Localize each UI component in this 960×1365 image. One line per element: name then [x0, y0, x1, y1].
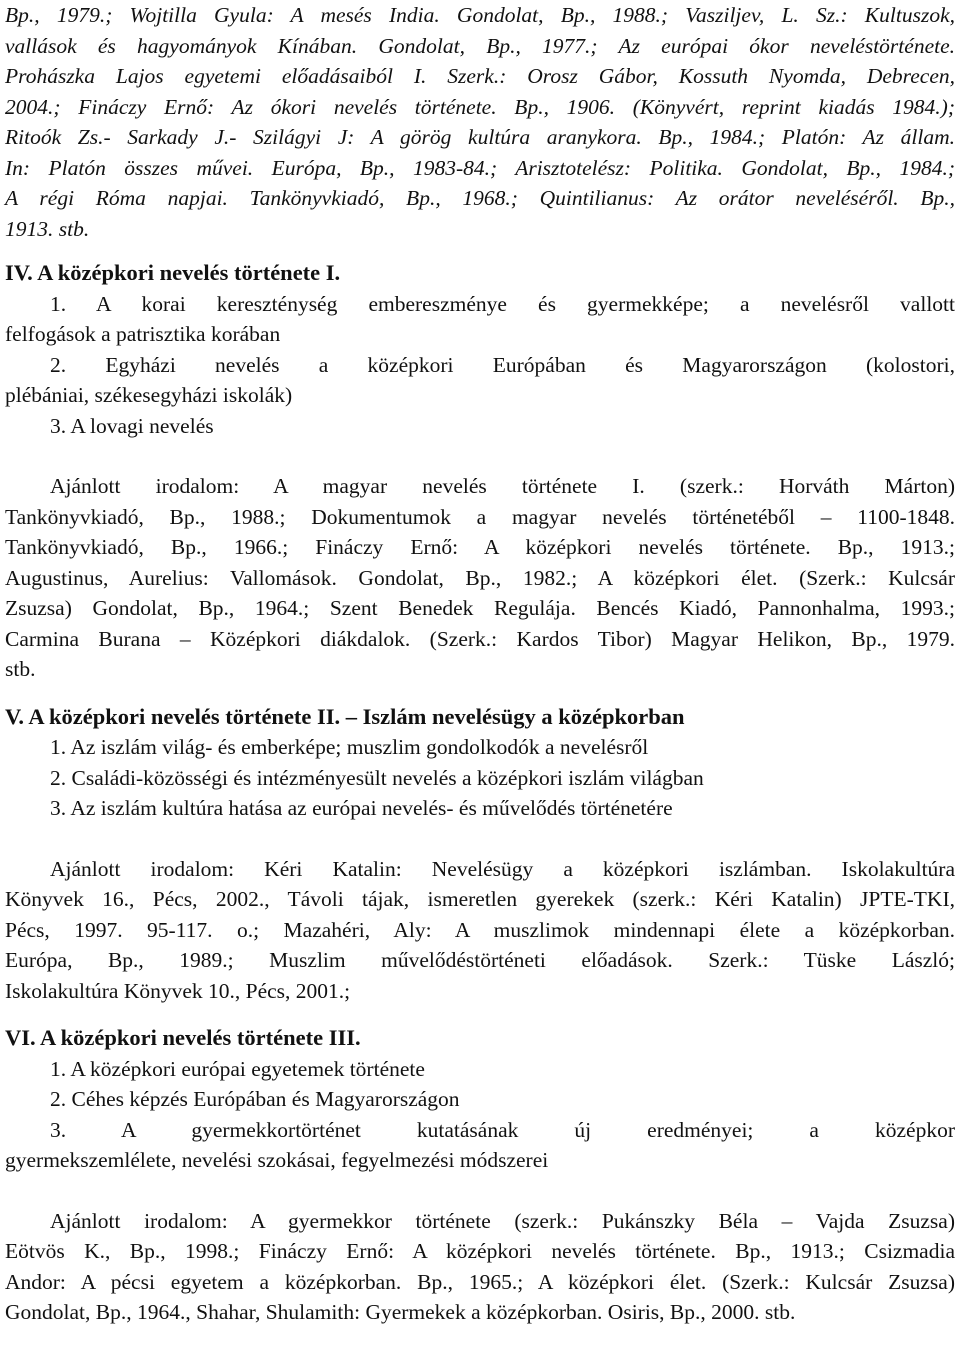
- list-item: 1. A korai kereszténység embereszménye és gyermekképe; a nevelésről vallott: [50, 291, 955, 316]
- lit-line: Tankönyvkiadó, Bp., 1966.; Fináczy Ernő: A középkori nevelés története. Bp., 1913.;: [5, 535, 955, 559]
- lit-line: Pécs, 1997. 95-117. o.; Mazahéri, Aly: A muszlimok mindennapi élete a középkorban.: [5, 917, 955, 942]
- lit-line: Ajánlott irodalom: A magyar nevelés története I. (szerk.: Horváth Márton): [50, 474, 955, 498]
- section-vi: [5, 1023, 955, 1328]
- lit-line: Könyvek 16., Pécs, 2002., Távoli tájak, ismeretlen gyerekek (szerk.: Kéri Katalin) JPTE-TKI,: [5, 887, 955, 911]
- list-item: 1. Az iszlám világ- és emberképe; muszlim gondolkodók a nevelésről: [50, 735, 649, 759]
- list-item: 1. A középkori európai egyetemek története: [50, 1056, 425, 1081]
- lit-line: Andor: A pécsi egyetem a középkorban. Bp., 1965.; A középkori élet. (Szerk.: Kulcsár Zsuzsa): [5, 1269, 955, 1294]
- section-heading: IV. A középkori nevelés története I.: [5, 260, 341, 285]
- section-v: [5, 702, 955, 1007]
- lit-line: In: Platón összes művei. Európa, Bp., 1983-84.; Arisztotelész: Politika. Gondolat, Bp., 1984.;: [5, 155, 955, 180]
- lit-line: Iskolakultúra Könyvek 10., Pécs, 2001.;: [5, 978, 351, 1003]
- lit-line: Bp., 1979.; Wojtilla Gyula: A mesés India. Gondolat, Bp., 1988.; Vasziljev, L. Sz.: Kultuszok,: [5, 3, 955, 27]
- lit-line: Eötvös K., Bp., 1998.; Fináczy Ernő: A középkori nevelés története. Bp., 1913.; Csizmadia: [5, 1239, 955, 1263]
- lit-line: 2004.; Fináczy Ernő: Az ókori nevelés története. Bp., 1906. (Könyvért, reprint kiadás 1984.);: [5, 94, 955, 119]
- lit-line: Ajánlott irodalom: A gyermekkor története (szerk.: Pukánszky Béla – Vajda Zsuzsa): [50, 1208, 955, 1233]
- list-item: 3. Az iszlám kultúra hatása az európai nevelés- és művelődés történetére: [50, 796, 673, 820]
- list-item: 2. Céhes képzés Európában és Magyarországon: [50, 1087, 460, 1111]
- list-item: 3. A lovagi nevelés: [50, 413, 214, 438]
- list-item-continuation: felfogások a patrisztika korában: [5, 322, 281, 346]
- lit-line: vallások és hagyományok Kínában. Gondolat, Bp., 1977.; Az európai ókor neveléstörténete.: [5, 33, 955, 58]
- section-heading: VI. A középkori nevelés története III.: [5, 1025, 361, 1050]
- section-heading: V. A középkori nevelés története II. – Iszlám nevelésügy a középkorban: [5, 703, 685, 729]
- lit-line: Ajánlott irodalom: Kéri Katalin: Nevelésügy a középkori iszlámban. Iskolakultúra: [50, 856, 955, 881]
- lit-line: Carmina Burana – Középkori diákdalok. (Szerk.: Kardos Tibor) Magyar Helikon, Bp., 1979.: [5, 626, 955, 651]
- lit-line: Ritoók Zs.- Sarkady J.- Szilágyi J: A görög kultúra aranykora. Bp., 1984.; Platón: Az állam.: [5, 125, 955, 149]
- recommended-literature: [5, 854, 955, 1007]
- lit-line: Gondolat, Bp., 1964., Shahar, Shulamith: Gyermekek a középkorban. Osiris, Bp., 2000. stb.: [5, 1300, 796, 1324]
- list-item: 2. Családi-közösségi és intézményesült nevelés a középkori iszlám világban: [50, 765, 704, 790]
- list-item-continuation: plébániai, székesegyházi iskolák): [5, 383, 293, 407]
- lit-line: Európa, Bp., 1989.; Muszlim művelődéstörténeti előadások. Szerk.: Tüske László;: [5, 948, 955, 972]
- list-item: 3. A gyermekkortörténet kutatásának új eredményei; a középkor: [50, 1117, 955, 1142]
- document-page: [5, 0, 955, 1328]
- lit-line: A régi Róma napjai. Tankönyvkiadó, Bp., 1968.; Quintilianus: Az orátor neveléséről. Bp.,: [5, 186, 955, 210]
- intro-literature: [5, 0, 955, 244]
- recommended-literature: [5, 471, 955, 685]
- lit-line: Tankönyvkiadó, Bp., 1988.; Dokumentumok a magyar nevelés történetéből – 1100-1848.: [5, 504, 955, 529]
- list-item: 2. Egyházi nevelés a középkori Európában és Magyarországon (kolostori,: [50, 352, 955, 377]
- lit-line: Zsuzsa) Gondolat, Bp., 1964.; Szent Benedek Regulája. Bencés Kiadó, Pannonhalma, 1993.;: [5, 596, 955, 620]
- list-item-continuation: gyermekszemlélete, nevelési szokásai, fegyelmezési módszerei: [5, 1148, 549, 1172]
- lit-line: stb.: [5, 657, 36, 681]
- lit-line: Prohászka Lajos egyetemi előadásaiból I. Szerk.: Orosz Gábor, Kossuth Nyomda, Debrecen,: [5, 64, 955, 88]
- recommended-literature: [5, 1206, 955, 1328]
- section-iv: [5, 258, 955, 685]
- lit-line: 1913. stb.: [5, 216, 90, 241]
- lit-line: Augustinus, Aurelius: Vallomások. Gondolat, Bp., 1982.; A középkori élet. (Szerk.: Kulcsár: [5, 565, 955, 590]
